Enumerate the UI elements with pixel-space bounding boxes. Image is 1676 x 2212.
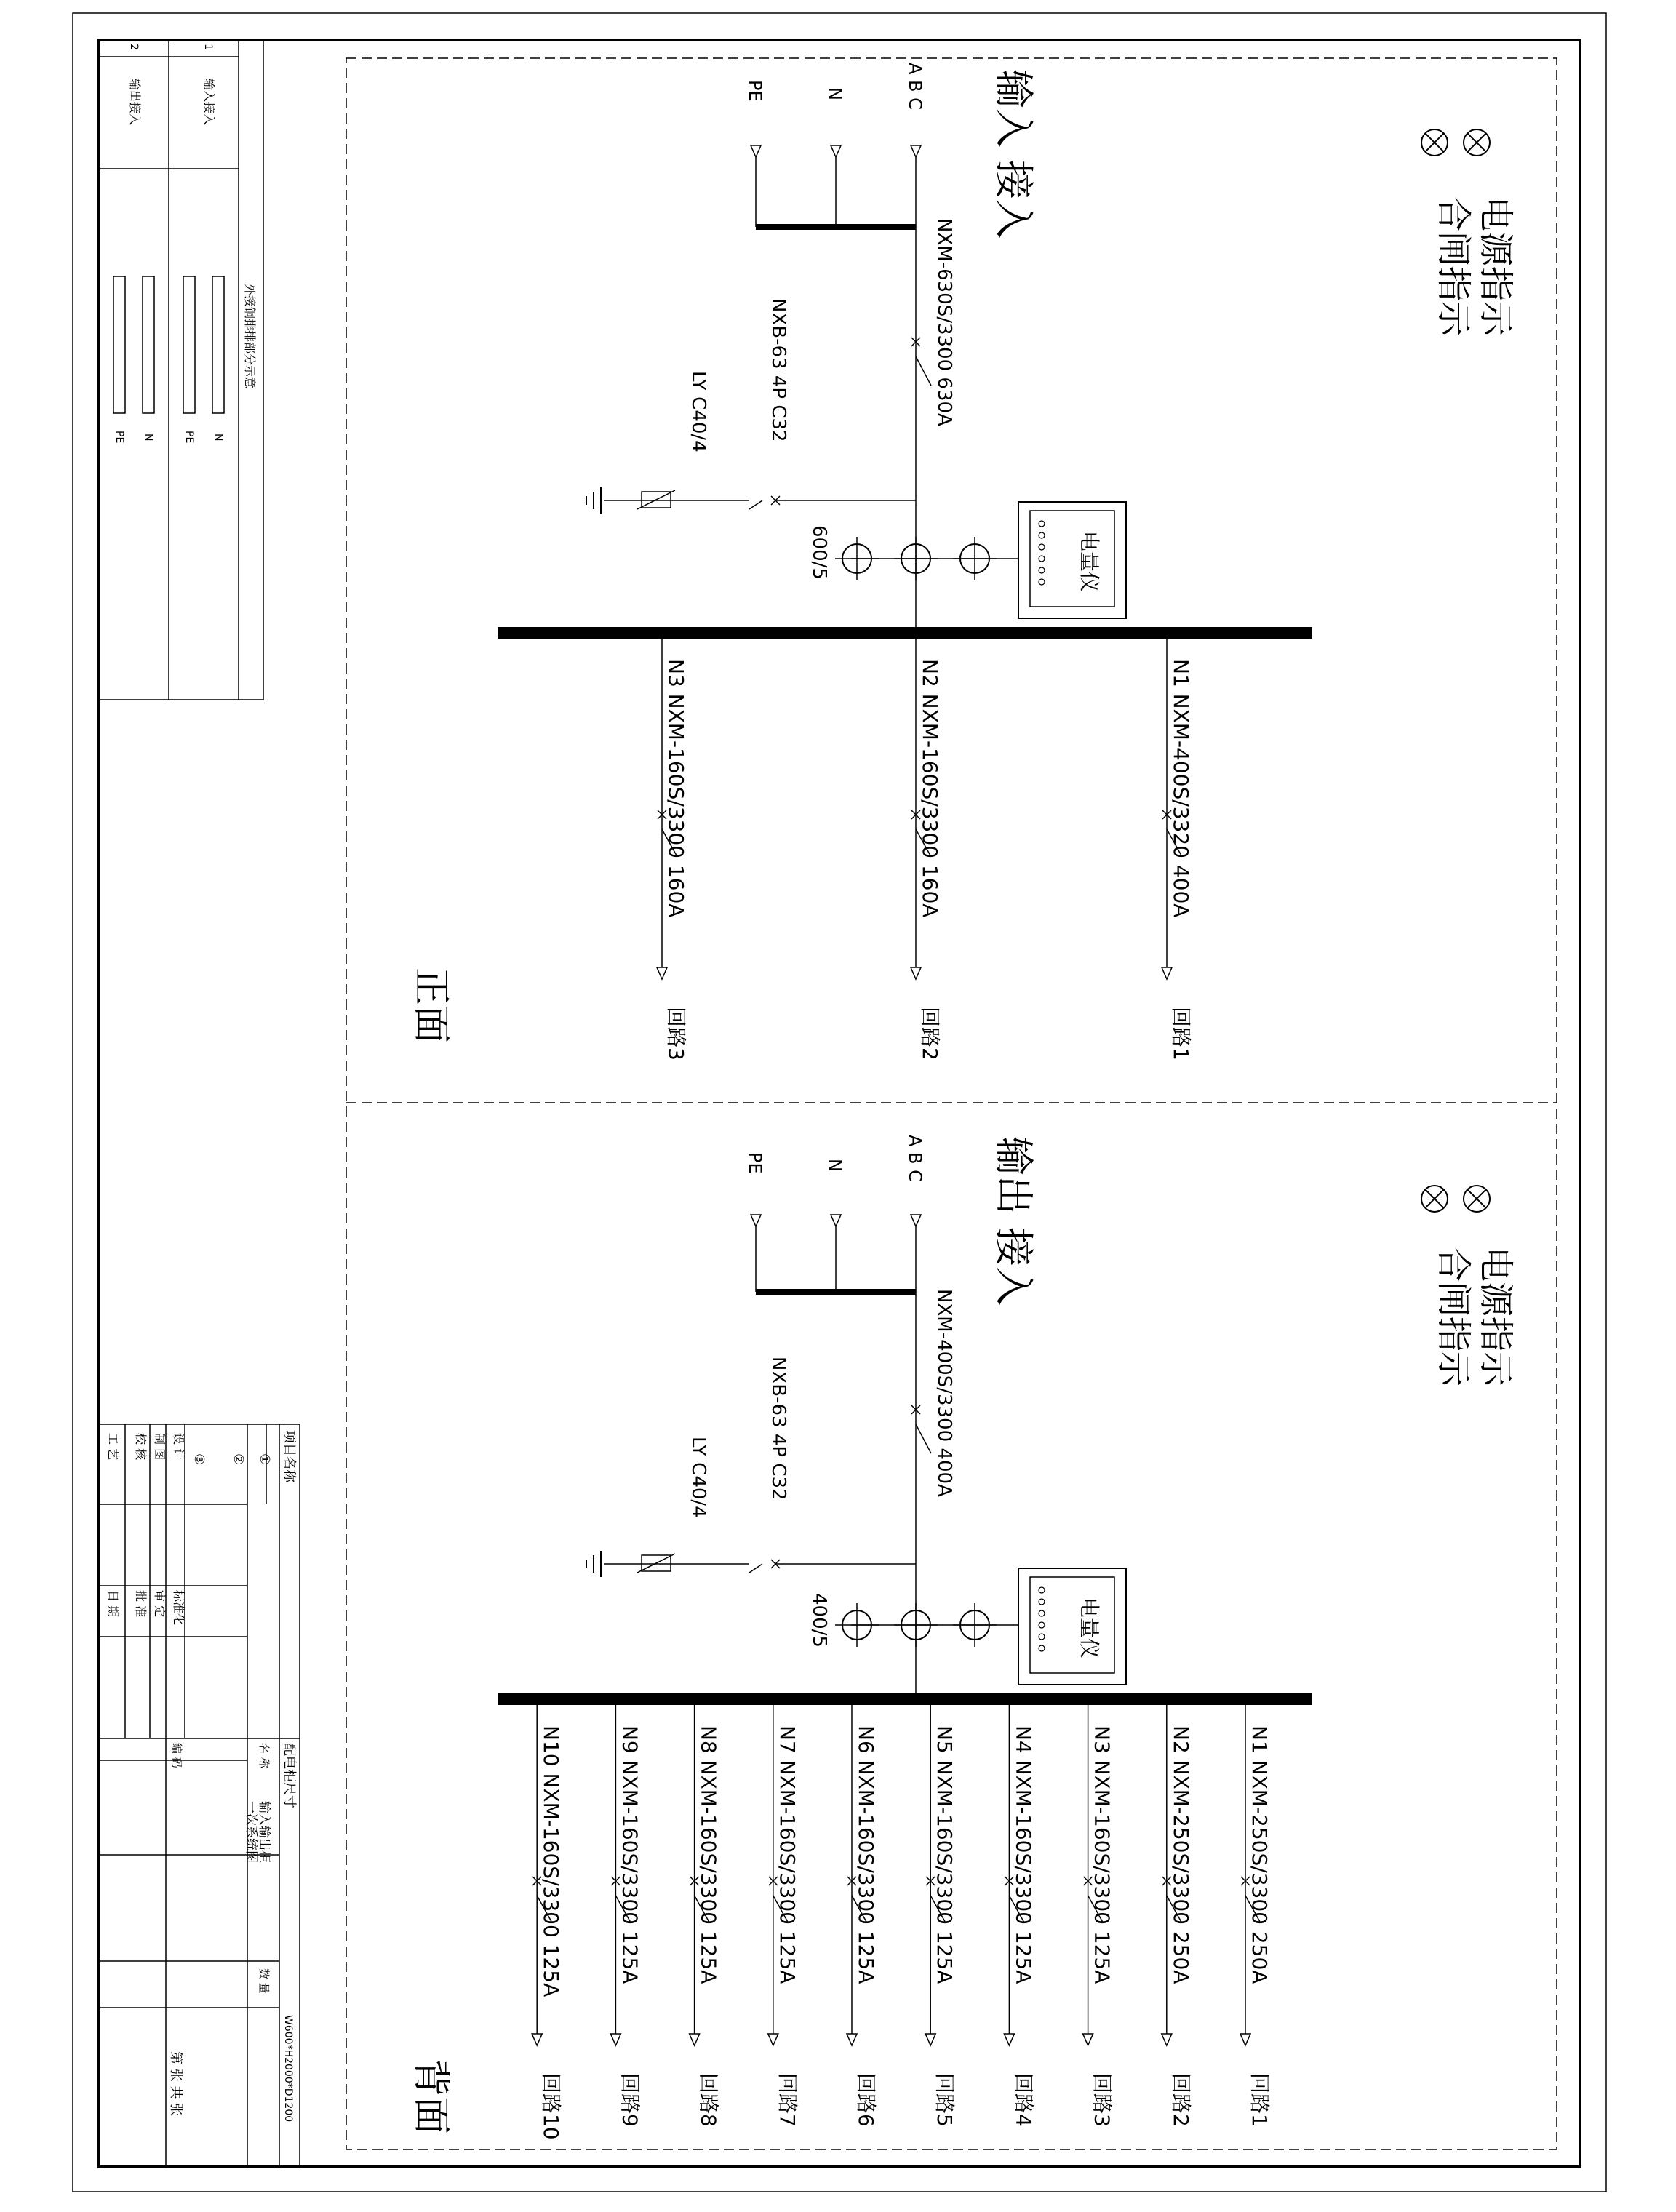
code-label: 编 码 <box>170 1743 183 1768</box>
front-phase-label: A B C <box>905 63 925 110</box>
output-arrow-icon <box>768 2034 778 2045</box>
closing-indicator-label: 合闸指示 <box>1433 196 1474 337</box>
output-arrow-icon <box>657 967 667 979</box>
front-feeders <box>657 633 1193 1061</box>
feeder-spec: N3 NXM-160S/3300 125A <box>1090 1725 1114 1984</box>
circuit-label: 回路3 <box>1090 2073 1114 2127</box>
busbar-pe <box>183 276 195 413</box>
feeder-spec: N2 NXM-160S/3300 160A <box>918 659 942 918</box>
power-meter <box>1018 502 1126 618</box>
back-side-label: 背面 <box>409 2059 452 2135</box>
lamp-icon <box>1421 1186 1448 1212</box>
checking-label: 校 核 <box>134 1433 148 1461</box>
front-spd-breaker-label: NXB-63 4P C32 <box>767 298 789 442</box>
output-arrow-icon <box>1162 2034 1172 2045</box>
feeder-n1 <box>1240 1699 1272 2127</box>
feeder-n3 <box>657 633 688 1061</box>
circuit-label: 回路6 <box>854 2073 878 2127</box>
output-arrow-icon <box>690 2034 700 2045</box>
circuit-label: 回路9 <box>618 2073 642 2127</box>
name-value: 输入输出柜 <box>257 1801 271 1863</box>
power-indicator-label: 电源指示 <box>1475 1247 1516 1387</box>
back-ct-label: 400/5 <box>808 1593 830 1648</box>
circuit-label: 回路2 <box>918 1007 942 1061</box>
output-arrow-icon <box>911 967 921 979</box>
lamp-icon <box>1421 129 1448 156</box>
circuit-label: 回路8 <box>696 2073 721 2127</box>
feeder-n3 <box>1083 1699 1114 2127</box>
feeder-n1 <box>1162 633 1193 1061</box>
qty-label: 数 量 <box>258 1968 271 1994</box>
front-earth-label: PE <box>745 80 765 102</box>
circuit-label: 回路1 <box>1248 2073 1272 2127</box>
back-indicators <box>1421 1186 1516 1387</box>
circled-1: ① <box>257 1453 272 1466</box>
output-arrow-icon <box>1004 2034 1014 2045</box>
feeder-n7 <box>768 1699 799 2127</box>
circuit-label: 回路3 <box>664 1007 688 1061</box>
output-arrow-icon <box>1083 2034 1093 2045</box>
name-label: 名 称 <box>258 1743 271 1768</box>
back-main-breaker-label: NXM-400S/3300 400A <box>933 1289 955 1497</box>
cabinet-size-label: 配电柜尺寸 <box>282 1743 297 1808</box>
busbar-n <box>212 276 224 413</box>
feeder-spec: N1 NXM-400S/3320 400A <box>1169 659 1193 918</box>
power-indicator-label: 电源指示 <box>1475 196 1516 337</box>
busbar-table <box>99 40 263 700</box>
busbar-table-title: 外接铜排排部分示意 <box>243 284 257 389</box>
standard-label: 标准化 <box>172 1590 185 1626</box>
project-name-label: 项目名称 <box>282 1430 297 1482</box>
date-label: 日 期 <box>106 1590 120 1618</box>
feeder-n2 <box>1162 1699 1193 2127</box>
design-label: 设 计 <box>172 1433 185 1461</box>
feeder-spec: N1 NXM-250S/3300 250A <box>1248 1725 1272 1984</box>
power-meter <box>1018 1568 1126 1685</box>
ct-icon <box>894 537 938 580</box>
feeder-spec: N3 NXM-160S/3300 160A <box>664 659 688 918</box>
back-spd-breaker-label: NXB-63 4P C32 <box>767 1357 789 1501</box>
inner-border <box>99 40 1580 2167</box>
name-value-2: 一次系统图 <box>244 1801 258 1863</box>
back-neutral-label: N <box>825 1159 845 1172</box>
ct-icon <box>835 537 879 580</box>
front-side-label: 正面 <box>409 967 452 1044</box>
busbar-label: PE <box>113 431 125 444</box>
front-ct-label: 600/5 <box>808 525 830 580</box>
back-meter-label: 电量仪 <box>1077 1597 1101 1659</box>
busbar-row-name: 输入接入 <box>202 79 216 126</box>
circled-2: ② <box>231 1453 246 1466</box>
circuit-label: 回路1 <box>1169 1007 1193 1061</box>
feeder-spec: N8 NXM-160S/3300 125A <box>696 1725 721 1984</box>
review-label: 审 定 <box>153 1590 167 1618</box>
feeder-spec: N4 NXM-160S/3300 125A <box>1011 1725 1036 1984</box>
front-section <box>409 63 1516 1061</box>
busbar-label: N <box>143 434 154 442</box>
feeder-n2 <box>911 633 942 1061</box>
feeder-n8 <box>690 1699 721 2127</box>
sheet-info: 第 张 共 张 <box>168 2051 183 2117</box>
output-arrow-icon <box>1162 967 1172 979</box>
feeder-n5 <box>925 1699 957 2127</box>
busbar-n <box>143 276 154 413</box>
circuit-label: 回路5 <box>933 2073 957 2127</box>
ct-icon <box>835 1603 879 1647</box>
circuit-label: 回路7 <box>775 2073 799 2127</box>
front-meter-label: 电量仪 <box>1077 531 1101 593</box>
back-spd-label: LY C40/4 <box>687 1437 709 1518</box>
feeder-n4 <box>1004 1699 1035 2127</box>
feeder-n6 <box>847 1699 878 2127</box>
back-section <box>409 1135 1516 2140</box>
feeder-spec: N2 NXM-250S/3300 250A <box>1168 1725 1193 1984</box>
feeder-n10 <box>532 1699 563 2140</box>
title-block <box>99 1424 300 2167</box>
output-arrow-icon <box>847 2034 857 2045</box>
back-title: 输出 接入 <box>991 1136 1037 1306</box>
drafting-label: 制 图 <box>153 1433 167 1461</box>
feeder-spec: N7 NXM-160S/3300 125A <box>775 1725 799 1984</box>
feeder-spec: N9 NXM-160S/3300 125A <box>618 1725 642 1984</box>
back-feeders <box>532 1699 1272 2140</box>
closing-indicator-label: 合闸指示 <box>1433 1247 1474 1387</box>
feeder-n9 <box>610 1699 642 2127</box>
output-arrow-icon <box>1240 2034 1250 2045</box>
circuit-label: 回路4 <box>1011 2073 1036 2127</box>
output-arrow-icon <box>610 2034 620 2045</box>
busbar-row-no: 2 <box>128 44 140 50</box>
busbar-row-no: 1 <box>202 44 214 50</box>
feeder-spec: N10 NXM-160S/3300 125A <box>539 1725 564 1997</box>
back-earth-label: PE <box>745 1152 765 1174</box>
busbar-label: PE <box>183 431 195 444</box>
lamp-icon <box>1464 1186 1490 1212</box>
feeder-spec: N5 NXM-160S/3300 125A <box>933 1725 957 1984</box>
lamp-icon <box>1464 129 1490 156</box>
busbar-row-name: 输出接入 <box>128 79 142 126</box>
approve-label: 批 准 <box>134 1590 148 1618</box>
process-label: 工 艺 <box>106 1433 120 1461</box>
output-arrow-icon <box>532 2034 542 2045</box>
circled-3: ③ <box>191 1453 207 1466</box>
front-indicators <box>1421 129 1516 337</box>
circuit-label: 回路10 <box>539 2073 564 2140</box>
front-main-breaker-label: NXM-630S/3300 630A <box>933 218 955 426</box>
front-spd-label: LY C40/4 <box>687 371 709 452</box>
front-title: 输入 接入 <box>991 69 1037 239</box>
feeder-spec: N6 NXM-160S/3300 125A <box>854 1725 878 1984</box>
output-arrow-icon <box>925 2034 935 2045</box>
back-phase-label: A B C <box>905 1135 925 1182</box>
circuit-label: 回路2 <box>1168 2073 1193 2127</box>
busbar-label: N <box>212 434 224 442</box>
cabinet-size-value: W600*H2000*D1200 <box>282 2015 294 2123</box>
title-block-text <box>106 1430 297 2122</box>
ct-icon <box>894 1603 938 1647</box>
busbar-pe <box>113 276 125 413</box>
front-neutral-label: N <box>825 87 845 100</box>
